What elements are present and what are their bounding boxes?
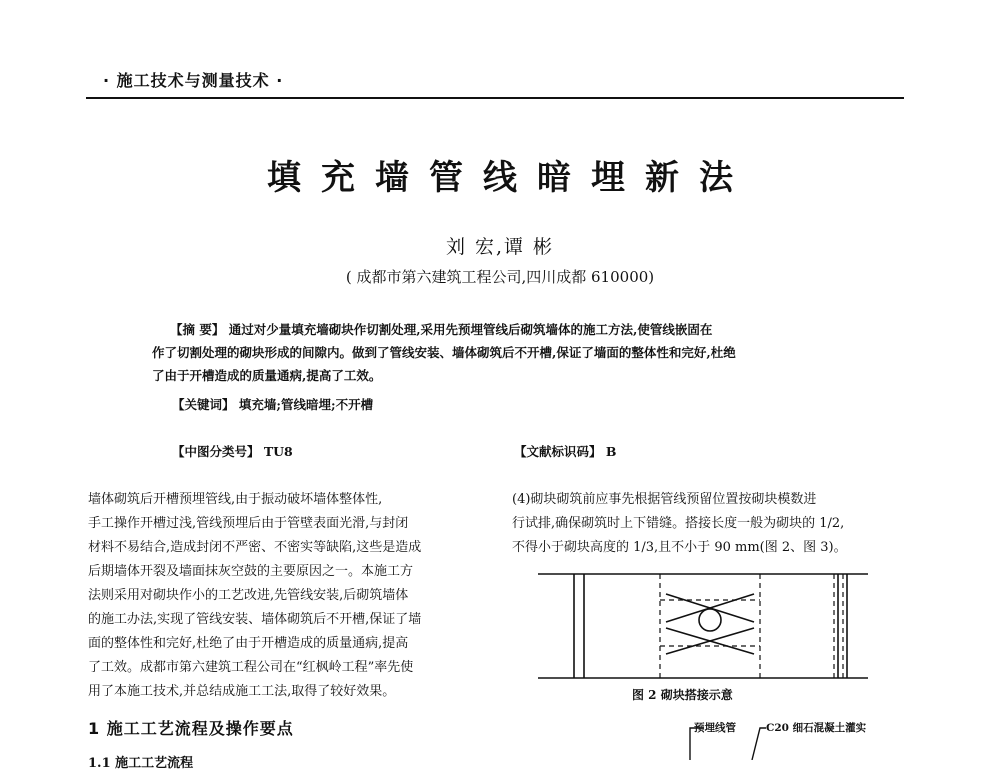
concrete-leader — [752, 728, 766, 760]
article-title: 填充墙管线暗埋新法 — [267, 158, 753, 198]
intro-paragraph — [88, 488, 488, 704]
body-line: 手工操作开槽过浅,管线预埋后由于管壁表面光滑,与封闭 — [88, 516, 409, 531]
section-heading: 1 施工工艺流程及操作要点 — [88, 719, 294, 738]
pipe-label: 预埋线管 — [694, 722, 736, 734]
abstract — [152, 318, 864, 387]
figure-2-diagram — [538, 570, 868, 682]
figure-2-caption: 图 2 砌块搭接示意 — [632, 688, 733, 702]
abstract-line: 【摘 要】 通过对少量填充墙砌块作切割处理,采用先预埋管线后砌筑墙体的施工方法,使管线嵌固在 — [170, 322, 713, 337]
concrete-label: C20 细石混凝土灌实 — [766, 722, 867, 734]
body-line: 的施工办法,实现了管线安装、墙体砌筑后不开槽,保证了墙 — [88, 612, 422, 627]
running-header: · 施工技术与测量技术 · — [103, 71, 284, 90]
document-code: 【文献标识码】 B — [514, 444, 617, 459]
subsection-heading: 1.1 施工工艺流程 — [88, 756, 194, 771]
body-line: 墙体砌筑后开槽预埋管线,由于振动破坏墙体整体性, — [88, 492, 383, 507]
body-line: 后期墙体开裂及墙面抹灰空鼓的主要原因之一。本施工方 — [88, 564, 414, 579]
body-line: 行试排,确保砌筑时上下错缝。搭接长度一般为砌块的 1/2, — [512, 516, 845, 531]
article-authors: 刘 宏,谭 彬 — [445, 236, 555, 258]
body-line: (4)砌块砌筑前应事先根据管线预留位置按砌块模数进 — [512, 492, 817, 507]
header-rule — [86, 97, 904, 99]
step-4-paragraph — [512, 488, 902, 560]
body-line: 用了本施工技术,并总结成施工工法,取得了较好效果。 — [88, 684, 396, 699]
author-affiliation: ( 成都市第六建筑工程公司,四川成都 610000) — [345, 268, 655, 286]
body-line: 了工效。成都市第六建筑工程公司在“红枫岭工程”率先使 — [88, 660, 414, 675]
abstract-line: 了由于开槽造成的质量通病,提高了工效。 — [152, 368, 382, 383]
keywords: 【关键词】 填充墙;管线暗埋;不开槽 — [172, 397, 374, 412]
body-line: 法则采用对砌块作小的工艺改进,先管线安装,后砌筑墙体 — [88, 588, 409, 603]
body-line: 材料不易结合,造成封闭不严密、不密实等缺陷,这些是造成 — [88, 540, 422, 555]
body-line: 不得小于砌块高度的 1/3,且不小于 90 mm(图 2、图 3)。 — [512, 540, 847, 555]
figure-3 — [680, 716, 900, 760]
clc-number: 【中图分类号】 TU8 — [172, 444, 293, 459]
abstract-line: 作了切割处理的砌块形成的间隙内。做到了管线安装、墙体砌筑后不开槽,保证了墙面的整体性和完好,杜绝 — [152, 345, 736, 360]
body-line: 面的整体性和完好,杜绝了由于开槽造成的质量通病,提高 — [88, 636, 409, 651]
pipe-circle — [699, 609, 721, 631]
